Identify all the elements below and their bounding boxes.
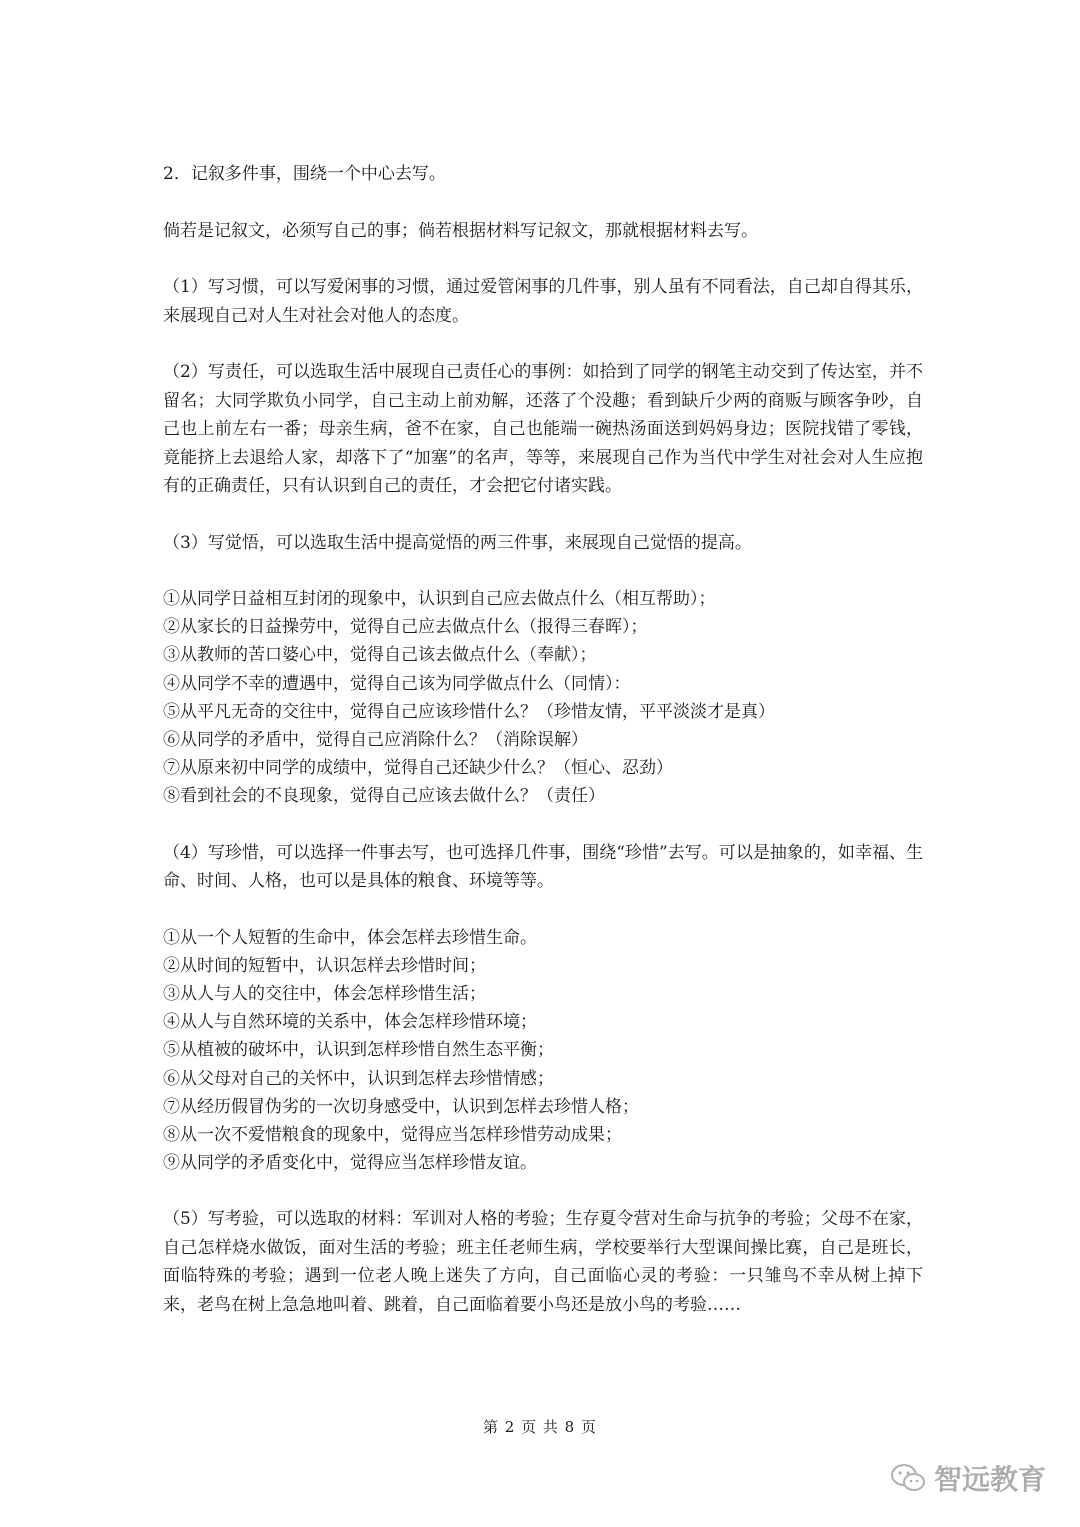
list-item: ③从教师的苦口婆心中，觉得自己该去做点什么（奉献）； xyxy=(163,645,597,666)
list-item: ④从同学不幸的遭遇中，觉得自己该为同学做点什么（同情）： xyxy=(163,673,631,694)
list-item: ②从家长的日益操劳中，觉得自己应去做点什么（报得三春晖）； xyxy=(163,617,648,638)
list-item: ⑦从原来初中同学的成绩中，觉得自己还缺少什么？（恒心、忍劲） xyxy=(163,758,673,779)
list-item: ⑥从同学的矛盾中，觉得自己应消除什么？（消除误解） xyxy=(163,730,588,751)
list-item: ⑧看到社会的不良现象，觉得自己应该去做什么？（责任） xyxy=(163,786,605,807)
list-item: ③从人与人的交往中，体会怎样珍惜生活； xyxy=(163,984,486,1005)
paragraph-test: （5）写考验，可以选取的材料：军训对人格的考验；生存夏令营对生命与抗争的考验；父母不在家，自己怎样烧水做饭，面对生活的考验；班主任老师生病，学校要举行大型课间操比赛，自己是班长，面临特殊的考验；遇到一位老人晚上迷失了方向，自己面临心灵的考验：一只雏鸟不幸从树上掉下来，老鸟在树上急急地叫着、跳着，自己面临着要小鸟还是放小鸟的考验…… xyxy=(163,1209,923,1315)
cherish-list xyxy=(163,924,923,1178)
section-heading: 2．记叙多件事，围绕一个中心去写。 xyxy=(163,164,446,184)
list-item: ④从人与自然环境的关系中，体会怎样珍惜环境； xyxy=(163,1012,537,1033)
list-item: ①从同学日益相互封闭的现象中，认识到自己应去做点什么（相互帮助）； xyxy=(163,589,716,609)
document-body xyxy=(163,160,923,1347)
list-item: ⑨从同学的矛盾变化中，觉得应当怎样珍惜友谊。 xyxy=(163,1153,537,1174)
paragraph-awareness: （3）写觉悟，可以选取生活中提高觉悟的两三件事，来展现自己觉悟的提高。 xyxy=(163,532,752,553)
list-item: ⑤从平凡无奇的交往中，觉得自己应该珍惜什么？（珍惜友情，平平淡淡才是真） xyxy=(163,701,775,722)
list-item: ⑥从父母对自己的关怀中，认识到怎样去珍惜情感； xyxy=(163,1068,554,1089)
list-item: ⑤从植被的破坏中，认识到怎样珍惜自然生态平衡； xyxy=(163,1040,554,1061)
intro-paragraph: 倘若是记叙文，必须写自己的事；倘若根据材料写记叙文，那就根据材料去写。 xyxy=(163,220,758,241)
page-number: 第 2 页 共 8 页 xyxy=(483,1418,597,1436)
list-item: ②从时间的短暂中，认识怎样去珍惜时间； xyxy=(163,955,486,976)
list-item: ⑦从经历假冒伪劣的一次切身感受中，认识到怎样去珍惜人格； xyxy=(163,1096,639,1117)
paragraph-habit: （1）写习惯，可以写爱闲事的习惯，通过爱管闲事的几件事，别人虽有不同看法，自己却自得其乐，来展现自己对人生对社会对他人的态度。 xyxy=(163,277,923,326)
watermark-text: 智远教育 xyxy=(933,1463,1046,1496)
paragraph-responsibility: （2）写责任，可以选取生活中展现自己责任心的事例：如拾到了同学的钢笔主动交到了传达室，并不留名；大同学欺负小同学，自己主动上前劝解，还落了个没趣；看到缺斤少两的商贩与顾客争吵，自己也上前左右一番；母亲生病，爸不在家，自己也能端一碗热汤面送到妈妈身边；医院找错了零钱，竟能挤上去退给人家，却落下了“加塞”的名声，等等，来展现自己作为当代中学生对社会对人生应抱有的正确责任，只有认识到自己的责任，才会把它付诸实践。 xyxy=(163,362,923,496)
wechat-icon xyxy=(890,1463,926,1493)
awareness-list xyxy=(163,585,923,811)
paragraph-cherish: （4）写珍惜，可以选择一件事去写，也可选择几件事，围绕“珍惜”去写。可以是抽象的，如幸福、生命、时间、人格，也可以是具体的粮食、环境等等。 xyxy=(163,842,923,892)
watermark xyxy=(890,1458,1046,1498)
list-item: ⑧从一次不爱惜粮食的现象中，觉得应当怎样珍惜劳动成果； xyxy=(163,1125,622,1146)
list-item: ①从一个人短暂的生命中，体会怎样去珍惜生命。 xyxy=(163,927,537,948)
